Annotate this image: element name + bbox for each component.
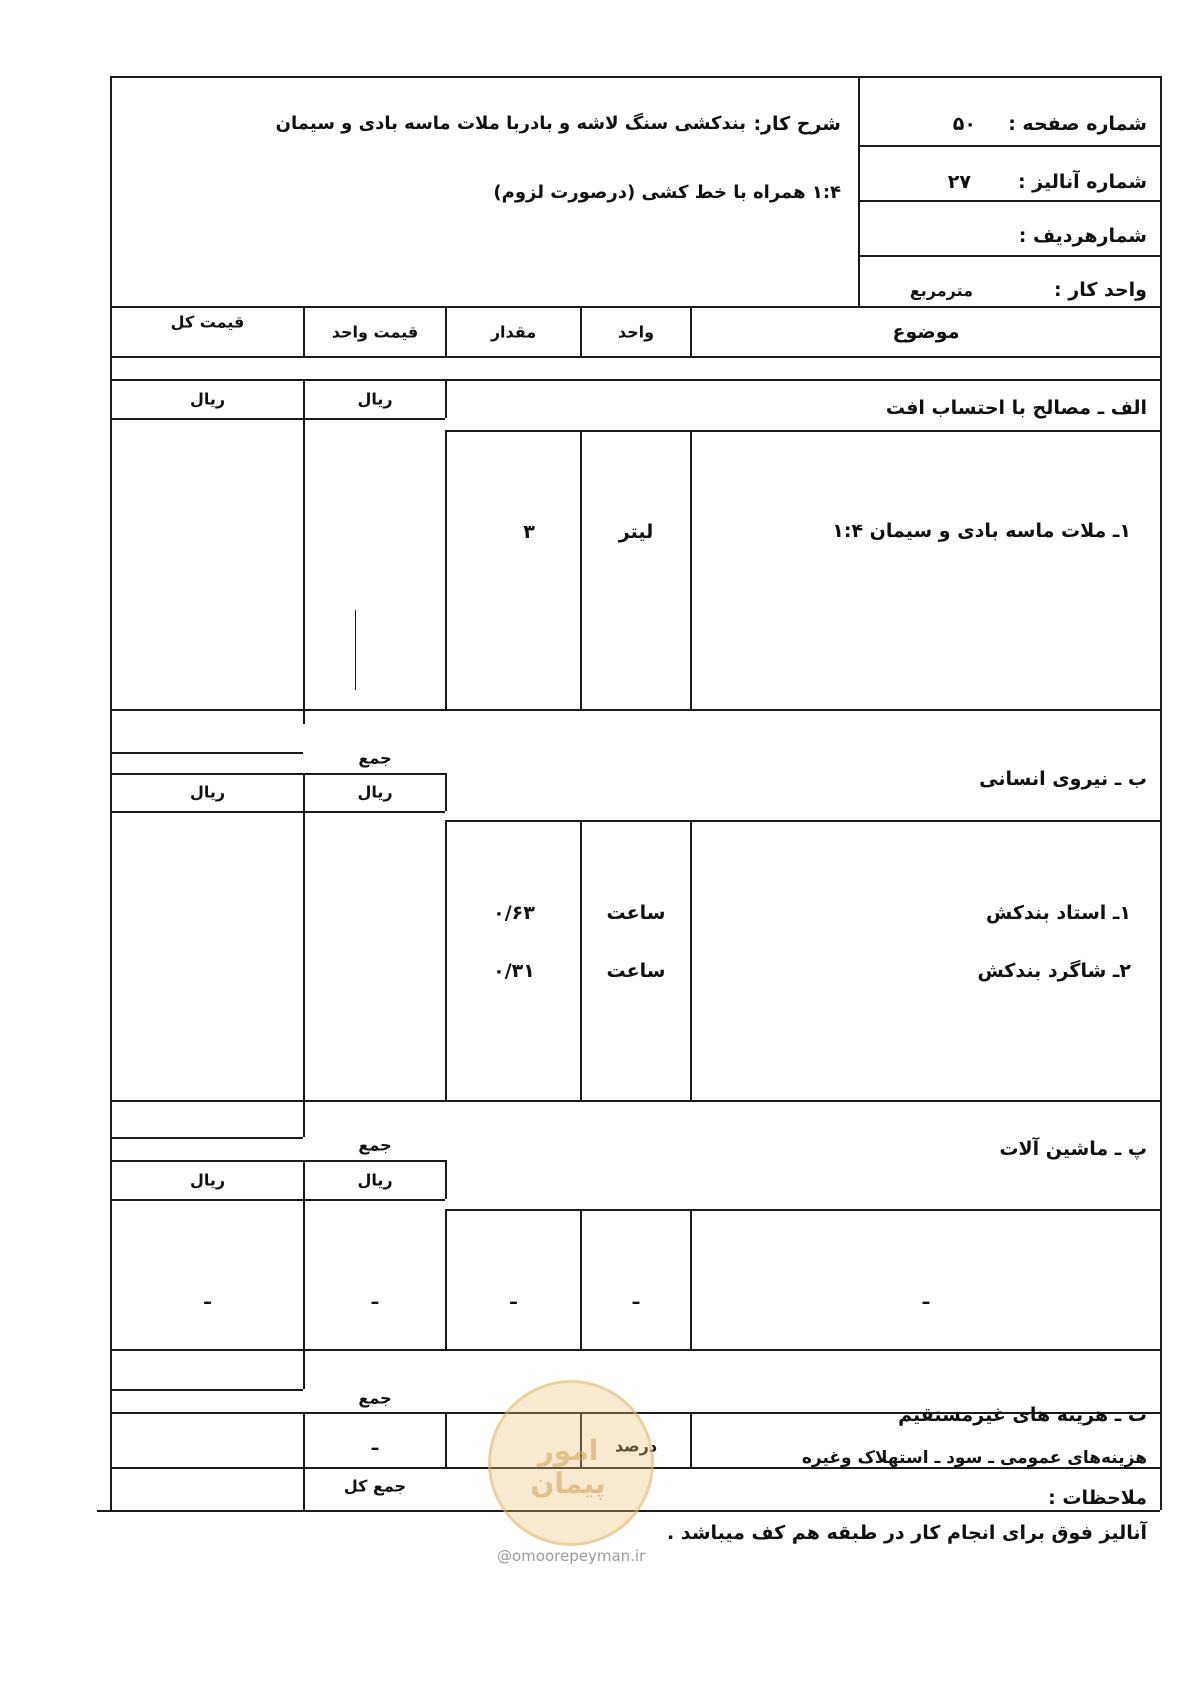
- section-a-item-description: ۱ـ ملات ماسه بادی و سیمان ۱:۴: [832, 520, 1131, 542]
- work-unit-value: مترمربع: [909, 281, 973, 300]
- overhead-dash: ـ: [371, 1433, 379, 1455]
- section-p-empty-quantity: ـ: [510, 1287, 517, 1309]
- section-a-title: الف ـ مصالح با احتساب افت: [885, 397, 1147, 419]
- section-b-currency-unit: ریال: [357, 782, 393, 802]
- section-b-item2-quantity: ۰/۳۱: [493, 960, 535, 982]
- section-p-empty-total: ـ: [204, 1287, 211, 1309]
- watermark-url: @omoorepeyman.ir: [497, 1547, 646, 1565]
- section-b-item1-quantity: ۰/۶۳: [493, 902, 535, 924]
- section-a-currency-total: ریال: [189, 389, 226, 409]
- section-p-empty-unit-price: ـ: [371, 1287, 379, 1309]
- section-p-sum-label: جمع: [358, 1388, 392, 1408]
- work-description-line2: ۱:۴ همراه با خط کشی (درصورت لزوم): [493, 182, 841, 203]
- section-p-title: پ ـ ماشین آلات: [999, 1138, 1147, 1160]
- section-p-empty-unit: ـ: [632, 1287, 640, 1309]
- column-subject: موضوع: [892, 321, 960, 343]
- column-total-price: قیمت کل: [170, 312, 245, 332]
- section-b-item1-description: ۱ـ استاد بندکش: [986, 902, 1131, 924]
- section-b-item1-unit: ساعت: [606, 902, 666, 924]
- page-number-label: شماره صفحه :: [1008, 113, 1147, 135]
- overhead-percent-label: درصد: [614, 1436, 658, 1456]
- page-number-value: ۵۰: [952, 113, 976, 135]
- section-b-title: ب ـ نیروی انسانی: [979, 768, 1147, 790]
- analysis-number-value: ۲۷: [947, 171, 971, 193]
- notes-text: آنالیز فوق برای انجام کار در طبقه هم کف میباشد .: [667, 1522, 1147, 1544]
- column-quantity: مقدار: [490, 322, 537, 342]
- section-p-currency-total: ریال: [189, 1170, 226, 1190]
- watermark-logo: امور پیمان: [530, 1434, 606, 1500]
- section-a-sum-label: جمع: [358, 748, 392, 768]
- section-a-item-unit: لیتر: [618, 521, 654, 543]
- grand-total-label: جمع کل: [343, 1476, 407, 1496]
- section-p-currency-unit: ریال: [357, 1170, 393, 1190]
- section-b-item2-description: ۲ـ شاگرد بندکش: [977, 960, 1131, 982]
- work-unit-label: واحد کار :: [1054, 279, 1147, 301]
- section-a-currency-unit: ریال: [357, 389, 393, 409]
- column-unit-price: قیمت واحد: [331, 322, 419, 342]
- row-number-label: شمارهردیف :: [1018, 225, 1147, 247]
- column-unit: واحد: [617, 322, 655, 342]
- notes-label: ملاحظات :: [1048, 1487, 1147, 1509]
- work-description-line1: بندکشی سنگ لاشه و بادربا ملات ماسه بادی و سیمان: [275, 113, 746, 134]
- section-t-title: ت ـ هزینه های غیرمستقیم: [898, 1404, 1147, 1426]
- section-p-empty-subject: ـ: [922, 1287, 930, 1309]
- analysis-number-label: شماره آنالیز :: [1017, 171, 1147, 193]
- section-b-item2-unit: ساعت: [606, 960, 666, 982]
- section-b-sum-label: جمع: [358, 1135, 392, 1155]
- work-description-label: شرح کار:: [753, 113, 841, 135]
- overhead-label: هزینه‌های عمومی ـ سود ـ استهلاک وغیره: [801, 1448, 1147, 1468]
- section-b-currency-total: ریال: [189, 782, 226, 802]
- section-a-item-quantity: ۳: [523, 521, 535, 543]
